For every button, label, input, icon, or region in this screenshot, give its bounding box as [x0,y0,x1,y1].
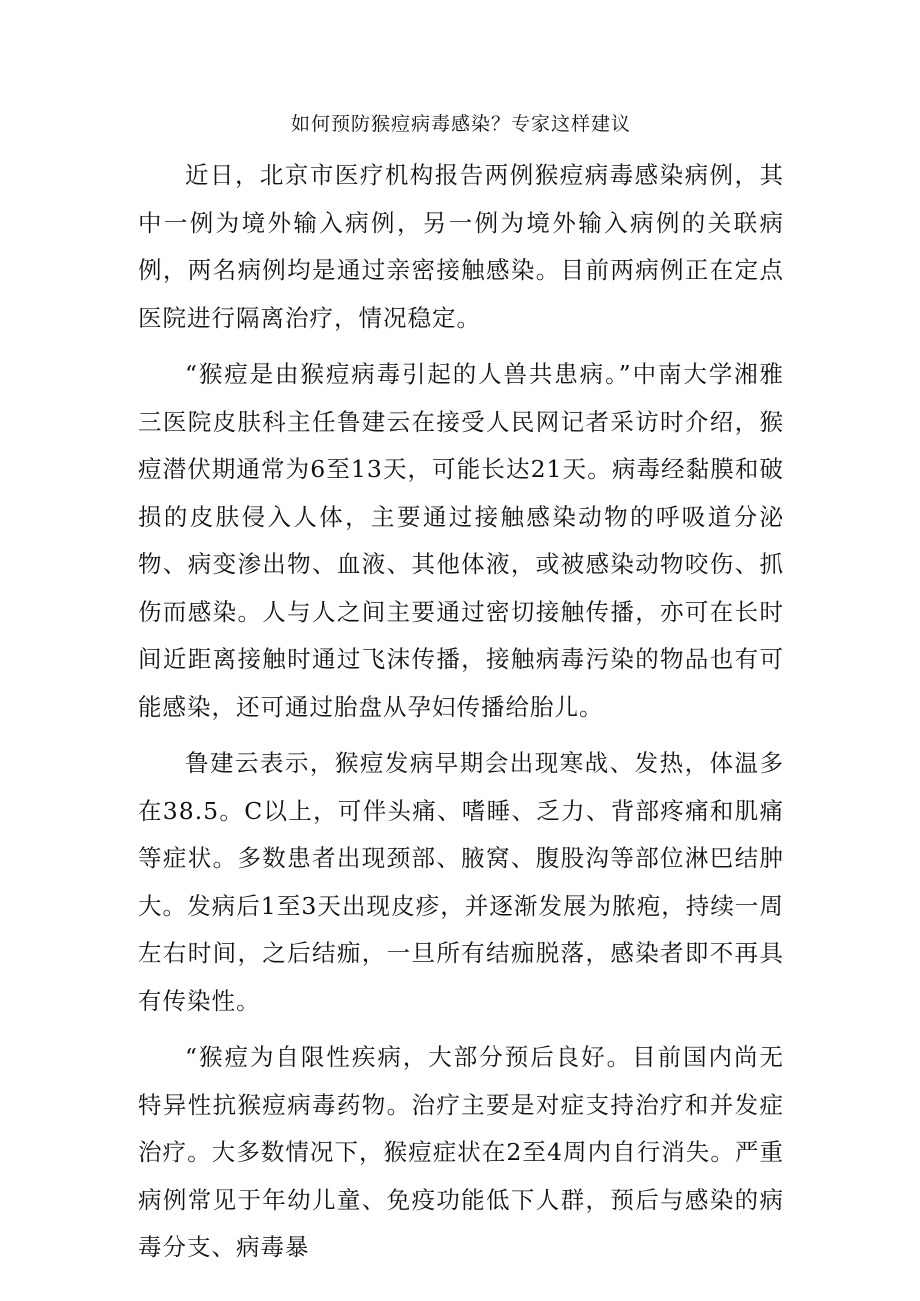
paragraph-4: “猴痘为自限性疾病，大部分预后良好。目前国内尚无特异性抗猴痘病毒药物。治疗主要是对症支持治疗和并发症治疗。大多数情况下，猴痘症状在2至4周内自行消失。严重病例常见于年幼儿童、免疫功能低下人群，预后与感染的病毒分支、病毒暴 [138,1043,784,1261]
paragraph-3: 鲁建云表示，猴痘发病早期会出现寒战、发热，体温多在38.5。C以上，可伴头痛、嗜睡、乏力、背部疼痛和肌痛等症状。多数患者出现颈部、腋窝、腹股沟等部位淋巴结肿大。发病后1至3天出现皮疹，并逐渐发展为脓疱，持续一周左右时间，之后结痂，一旦所有结痂脱落，感染者即不再具有传染性。 [138,749,784,1015]
paragraph-2: “猴痘是由猴痘病毒引起的人兽共患病。”中南大学湘雅三医院皮肤科主任鲁建云在接受人民网记者采访时介绍，猴痘潜伏期通常为6至13天，可能长达21天。病毒经黏膜和破损的皮肤侵入人体，主要通过接触感染动物的呼吸道分泌物、病变渗出物、血液、其他体液，或被感染动物咬伤、抓伤而感染。人与人之间主要通过密切接触传播，亦可在长时间近距离接触时通过飞沫传播，接触病毒污染的物品也有可能感染，还可通过胎盘从孕妇传播给胎儿。 [138,360,784,721]
document-title: 如何预防猴痘病毒感染？专家这样建议 [290,113,631,135]
paragraph-1: 近日，北京市医疗机构报告两例猴痘病毒感染病例，其中一例为境外输入病例，另一例为境外输入病例的关联病例，两名病例均是通过亲密接触感染。目前两病例正在定点医院进行隔离治疗，情况稳定。 [138,161,784,332]
